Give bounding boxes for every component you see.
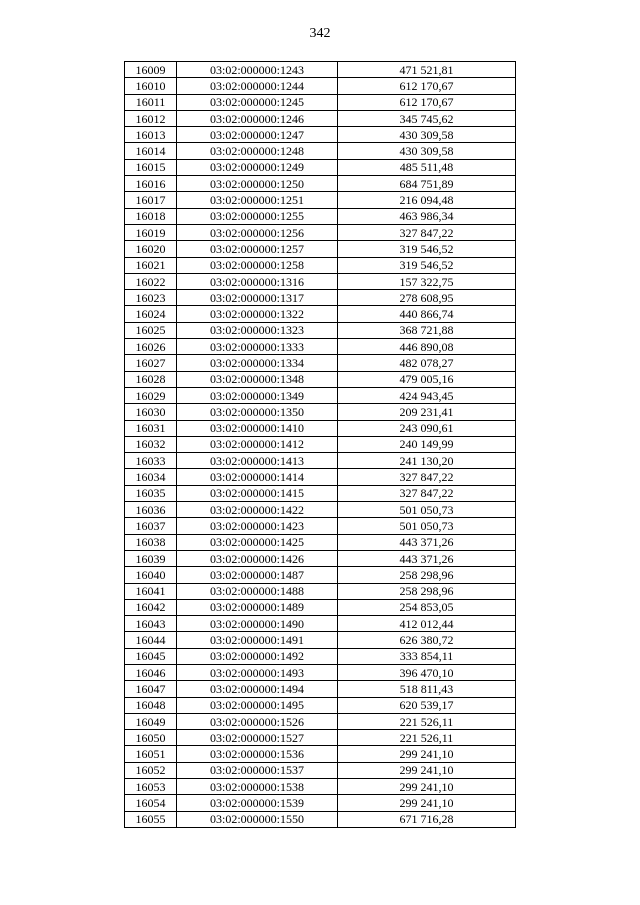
cadastral-number-cell: 03:02:000000:1491 — [177, 632, 338, 648]
row-number-cell: 16016 — [125, 176, 177, 192]
row-number-cell: 16013 — [125, 127, 177, 143]
table-row — [125, 713, 516, 729]
cadastral-number-cell: 03:02:000000:1412 — [177, 436, 338, 452]
table-row — [125, 616, 516, 632]
cadastral-number-cell: 03:02:000000:1251 — [177, 192, 338, 208]
row-number-cell: 16029 — [125, 387, 177, 403]
amount-cell: 319 546,52 — [338, 257, 516, 273]
amount-cell: 684 751,89 — [338, 176, 516, 192]
table-row — [125, 502, 516, 518]
cadastral-number-cell: 03:02:000000:1492 — [177, 648, 338, 664]
cadastral-number-cell: 03:02:000000:1425 — [177, 534, 338, 550]
cadastral-number-cell: 03:02:000000:1410 — [177, 420, 338, 436]
table-row — [125, 322, 516, 338]
row-number-cell: 16012 — [125, 110, 177, 126]
table-row — [125, 534, 516, 550]
table-row — [125, 632, 516, 648]
table-row — [125, 550, 516, 566]
amount-cell: 443 371,26 — [338, 534, 516, 550]
cadastral-number-cell: 03:02:000000:1243 — [177, 62, 338, 78]
cadastral-number-cell: 03:02:000000:1256 — [177, 224, 338, 240]
amount-cell: 430 309,58 — [338, 143, 516, 159]
table-row — [125, 306, 516, 322]
cadastral-number-cell: 03:02:000000:1423 — [177, 518, 338, 534]
amount-cell: 299 241,10 — [338, 779, 516, 795]
row-number-cell: 16032 — [125, 436, 177, 452]
row-number-cell: 16047 — [125, 681, 177, 697]
cadastral-number-cell: 03:02:000000:1248 — [177, 143, 338, 159]
amount-cell: 299 241,10 — [338, 746, 516, 762]
cadastral-number-cell: 03:02:000000:1413 — [177, 453, 338, 469]
table-row — [125, 241, 516, 257]
cadastral-number-cell: 03:02:000000:1495 — [177, 697, 338, 713]
amount-cell: 430 309,58 — [338, 127, 516, 143]
cadastral-number-cell: 03:02:000000:1536 — [177, 746, 338, 762]
amount-cell: 620 539,17 — [338, 697, 516, 713]
table-row — [125, 176, 516, 192]
row-number-cell: 16033 — [125, 453, 177, 469]
amount-cell: 299 241,10 — [338, 795, 516, 811]
amount-cell: 479 005,16 — [338, 371, 516, 387]
row-number-cell: 16040 — [125, 567, 177, 583]
amount-cell: 612 170,67 — [338, 78, 516, 94]
table-row — [125, 518, 516, 534]
amount-cell: 463 986,34 — [338, 208, 516, 224]
amount-cell: 299 241,10 — [338, 762, 516, 778]
row-number-cell: 16034 — [125, 469, 177, 485]
registry-table-body — [125, 62, 516, 828]
row-number-cell: 16036 — [125, 502, 177, 518]
registry-table — [124, 61, 516, 828]
cadastral-number-cell: 03:02:000000:1426 — [177, 550, 338, 566]
cadastral-number-cell: 03:02:000000:1488 — [177, 583, 338, 599]
row-number-cell: 16044 — [125, 632, 177, 648]
amount-cell: 501 050,73 — [338, 518, 516, 534]
row-number-cell: 16025 — [125, 322, 177, 338]
amount-cell: 254 853,05 — [338, 599, 516, 615]
cadastral-number-cell: 03:02:000000:1490 — [177, 616, 338, 632]
amount-cell: 240 149,99 — [338, 436, 516, 452]
cadastral-number-cell: 03:02:000000:1323 — [177, 322, 338, 338]
table-row — [125, 697, 516, 713]
row-number-cell: 16021 — [125, 257, 177, 273]
row-number-cell: 16045 — [125, 648, 177, 664]
amount-cell: 440 866,74 — [338, 306, 516, 322]
amount-cell: 671 716,28 — [338, 811, 516, 827]
cadastral-number-cell: 03:02:000000:1493 — [177, 664, 338, 680]
row-number-cell: 16015 — [125, 159, 177, 175]
cadastral-number-cell: 03:02:000000:1317 — [177, 290, 338, 306]
amount-cell: 319 546,52 — [338, 241, 516, 257]
cadastral-number-cell: 03:02:000000:1350 — [177, 404, 338, 420]
table-row — [125, 795, 516, 811]
cadastral-number-cell: 03:02:000000:1526 — [177, 713, 338, 729]
cadastral-number-cell: 03:02:000000:1348 — [177, 371, 338, 387]
table-row — [125, 110, 516, 126]
table-row — [125, 192, 516, 208]
table-row — [125, 273, 516, 289]
row-number-cell: 16026 — [125, 339, 177, 355]
row-number-cell: 16022 — [125, 273, 177, 289]
cadastral-number-cell: 03:02:000000:1244 — [177, 78, 338, 94]
amount-cell: 412 012,44 — [338, 616, 516, 632]
table-row — [125, 257, 516, 273]
amount-cell: 221 526,11 — [338, 713, 516, 729]
table-row — [125, 224, 516, 240]
cadastral-number-cell: 03:02:000000:1489 — [177, 599, 338, 615]
row-number-cell: 16054 — [125, 795, 177, 811]
table-row — [125, 404, 516, 420]
table-row — [125, 746, 516, 762]
table-row — [125, 453, 516, 469]
amount-cell: 501 050,73 — [338, 502, 516, 518]
amount-cell: 209 231,41 — [338, 404, 516, 420]
row-number-cell: 16027 — [125, 355, 177, 371]
amount-cell: 471 521,81 — [338, 62, 516, 78]
cadastral-number-cell: 03:02:000000:1550 — [177, 811, 338, 827]
amount-cell: 446 890,08 — [338, 339, 516, 355]
amount-cell: 345 745,62 — [338, 110, 516, 126]
cadastral-number-cell: 03:02:000000:1334 — [177, 355, 338, 371]
row-number-cell: 16053 — [125, 779, 177, 795]
cadastral-number-cell: 03:02:000000:1538 — [177, 779, 338, 795]
row-number-cell: 16011 — [125, 94, 177, 110]
row-number-cell: 16037 — [125, 518, 177, 534]
cadastral-number-cell: 03:02:000000:1494 — [177, 681, 338, 697]
table-row — [125, 730, 516, 746]
amount-cell: 485 511,48 — [338, 159, 516, 175]
cadastral-number-cell: 03:02:000000:1487 — [177, 567, 338, 583]
amount-cell: 424 943,45 — [338, 387, 516, 403]
amount-cell: 216 094,48 — [338, 192, 516, 208]
row-number-cell: 16014 — [125, 143, 177, 159]
cadastral-number-cell: 03:02:000000:1537 — [177, 762, 338, 778]
amount-cell: 396 470,10 — [338, 664, 516, 680]
cadastral-number-cell: 03:02:000000:1322 — [177, 306, 338, 322]
table-row — [125, 371, 516, 387]
row-number-cell: 16020 — [125, 241, 177, 257]
table-row — [125, 681, 516, 697]
row-number-cell: 16024 — [125, 306, 177, 322]
cadastral-number-cell: 03:02:000000:1258 — [177, 257, 338, 273]
table-row — [125, 208, 516, 224]
cadastral-number-cell: 03:02:000000:1333 — [177, 339, 338, 355]
amount-cell: 327 847,22 — [338, 485, 516, 501]
cadastral-number-cell: 03:02:000000:1422 — [177, 502, 338, 518]
table-row — [125, 94, 516, 110]
table-row — [125, 485, 516, 501]
row-number-cell: 16055 — [125, 811, 177, 827]
cadastral-number-cell: 03:02:000000:1349 — [177, 387, 338, 403]
table-row — [125, 762, 516, 778]
amount-cell: 278 608,95 — [338, 290, 516, 306]
cadastral-number-cell: 03:02:000000:1247 — [177, 127, 338, 143]
amount-cell: 243 090,61 — [338, 420, 516, 436]
amount-cell: 333 854,11 — [338, 648, 516, 664]
table-row — [125, 664, 516, 680]
cadastral-number-cell: 03:02:000000:1246 — [177, 110, 338, 126]
row-number-cell: 16028 — [125, 371, 177, 387]
amount-cell: 327 847,22 — [338, 469, 516, 485]
table-row — [125, 159, 516, 175]
amount-cell: 518 811,43 — [338, 681, 516, 697]
table-row — [125, 355, 516, 371]
row-number-cell: 16043 — [125, 616, 177, 632]
table-row — [125, 78, 516, 94]
table-row — [125, 567, 516, 583]
table-row — [125, 811, 516, 827]
row-number-cell: 16041 — [125, 583, 177, 599]
amount-cell: 443 371,26 — [338, 550, 516, 566]
cadastral-number-cell: 03:02:000000:1257 — [177, 241, 338, 257]
amount-cell: 482 078,27 — [338, 355, 516, 371]
amount-cell: 327 847,22 — [338, 224, 516, 240]
cadastral-number-cell: 03:02:000000:1415 — [177, 485, 338, 501]
amount-cell: 368 721,88 — [338, 322, 516, 338]
table-row — [125, 436, 516, 452]
table-row — [125, 387, 516, 403]
row-number-cell: 16017 — [125, 192, 177, 208]
row-number-cell: 16010 — [125, 78, 177, 94]
table-row — [125, 127, 516, 143]
cadastral-number-cell: 03:02:000000:1539 — [177, 795, 338, 811]
table-row — [125, 290, 516, 306]
amount-cell: 157 322,75 — [338, 273, 516, 289]
row-number-cell: 16023 — [125, 290, 177, 306]
amount-cell: 258 298,96 — [338, 567, 516, 583]
amount-cell: 612 170,67 — [338, 94, 516, 110]
row-number-cell: 16030 — [125, 404, 177, 420]
cadastral-number-cell: 03:02:000000:1255 — [177, 208, 338, 224]
row-number-cell: 16050 — [125, 730, 177, 746]
cadastral-number-cell: 03:02:000000:1250 — [177, 176, 338, 192]
cadastral-number-cell: 03:02:000000:1527 — [177, 730, 338, 746]
row-number-cell: 16035 — [125, 485, 177, 501]
page-number: 342 — [309, 26, 331, 41]
row-number-cell: 16018 — [125, 208, 177, 224]
table-row — [125, 420, 516, 436]
table-row — [125, 648, 516, 664]
table-row — [125, 339, 516, 355]
row-number-cell: 16052 — [125, 762, 177, 778]
row-number-cell: 16009 — [125, 62, 177, 78]
table-row — [125, 779, 516, 795]
cadastral-number-cell: 03:02:000000:1316 — [177, 273, 338, 289]
amount-cell: 258 298,96 — [338, 583, 516, 599]
row-number-cell: 16042 — [125, 599, 177, 615]
row-number-cell: 16039 — [125, 550, 177, 566]
table-row — [125, 469, 516, 485]
cadastral-number-cell: 03:02:000000:1249 — [177, 159, 338, 175]
cadastral-number-cell: 03:02:000000:1414 — [177, 469, 338, 485]
row-number-cell: 16051 — [125, 746, 177, 762]
row-number-cell: 16048 — [125, 697, 177, 713]
row-number-cell: 16019 — [125, 224, 177, 240]
amount-cell: 221 526,11 — [338, 730, 516, 746]
amount-cell: 241 130,20 — [338, 453, 516, 469]
table-row — [125, 62, 516, 78]
table-row — [125, 143, 516, 159]
row-number-cell: 16046 — [125, 664, 177, 680]
table-row — [125, 583, 516, 599]
row-number-cell: 16049 — [125, 713, 177, 729]
cadastral-number-cell: 03:02:000000:1245 — [177, 94, 338, 110]
row-number-cell: 16038 — [125, 534, 177, 550]
amount-cell: 626 380,72 — [338, 632, 516, 648]
row-number-cell: 16031 — [125, 420, 177, 436]
table-row — [125, 599, 516, 615]
